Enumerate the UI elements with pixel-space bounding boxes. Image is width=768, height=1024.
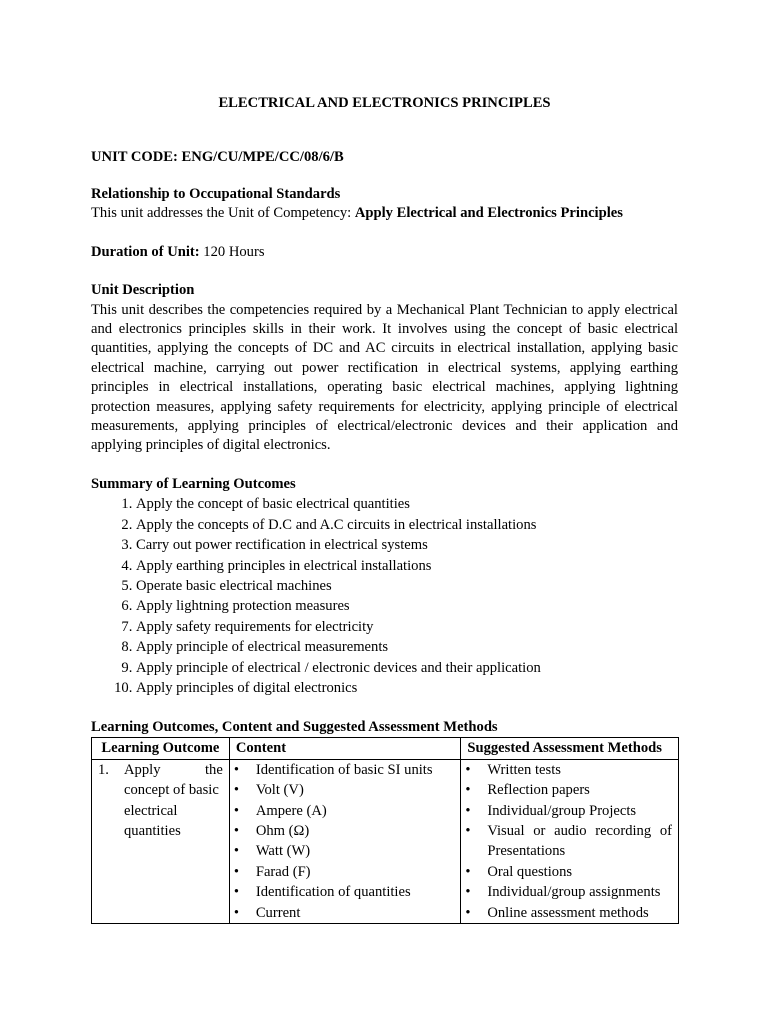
list-item: • Current — [234, 903, 455, 923]
relationship-competency: Apply Electrical and Electronics Principles — [354, 205, 623, 222]
list-item: • Oral questions — [465, 862, 672, 882]
list-item: • Ohm (Ω) — [234, 821, 455, 841]
outcome-line: quantities — [124, 822, 181, 839]
learning-outcomes-list — [91, 494, 678, 698]
list-item: 3. Carry out power rectification in electrical systems — [136, 535, 678, 555]
outcome-word: the — [204, 761, 223, 778]
list-item: 7. Apply safety requirements for electricity — [136, 617, 678, 637]
table-heading: Learning Outcomes, Content and Suggested Assessment Methods — [91, 719, 498, 736]
list-item: 8. Apply principle of electrical measurements — [136, 637, 678, 657]
content-cell — [229, 759, 461, 923]
list-item-continuation: Presentations — [487, 843, 566, 860]
outcome-line: concept of basic — [124, 782, 219, 799]
relationship-text-prefix: This unit addresses the Unit of Competency: — [91, 205, 355, 222]
list-item: 4. Apply earthing principles in electrical installations — [136, 556, 678, 576]
list-item: 6. Apply lightning protection measures — [136, 596, 678, 616]
assessment-cell — [461, 759, 679, 923]
list-item: • Written tests — [465, 760, 672, 780]
list-item: • Ampere (A) — [234, 801, 455, 821]
list-item: • Visual or audio recording of — [465, 821, 672, 841]
list-item: 9. Apply principle of electrical / electronic devices and their application — [136, 658, 678, 678]
list-item: • Individual/group assignments — [465, 882, 672, 902]
assessment-list — [465, 760, 672, 923]
list-item: • Volt (V) — [234, 780, 455, 800]
header-assessment: Suggested Assessment Methods — [461, 738, 679, 759]
list-item: 2. Apply the concepts of D.C and A.C circuits in electrical installations — [136, 515, 678, 535]
document-page — [91, 94, 678, 924]
duration-label: Duration of Unit: — [91, 243, 200, 260]
list-item: 5. Operate basic electrical machines — [136, 576, 678, 596]
outcome-line: electrical — [124, 802, 178, 819]
list-item: • Identification of basic SI units — [234, 760, 455, 780]
list-item: • Farad (F) — [234, 862, 455, 882]
list-item: • Individual/group Projects — [465, 801, 672, 821]
outcome-number: 1. — [98, 761, 109, 778]
learning-outcome-cell — [92, 759, 230, 923]
content-list — [234, 760, 455, 923]
table-header-row — [92, 738, 679, 759]
summary-heading: Summary of Learning Outcomes — [91, 475, 296, 492]
document-title: ELECTRICAL AND ELECTRONICS PRINCIPLES — [218, 95, 551, 111]
list-item: • Watt (W) — [234, 841, 455, 861]
relationship-text — [91, 204, 678, 223]
list-item: 1. Apply the concept of basic electrical quantities — [136, 494, 678, 514]
unit-description-text: This unit describes the competencies required by a Mechanical Plant Technician to apply electrical and electronics principles skills in their work. It involves using the concept of basic electrical quantities, applying the concepts of DC and AC circuits in electrical installation, applying basic electrical machine, carrying out power rectification in electrical systems, applying earthing principles in electrical installations, operating basic electrical machines, applying lightning protection measures, applying safety requirements for electricity, applying principle of electrical measurements, applying principles of electrical/electronic devices and their application and applying principles of digital electronics. — [91, 301, 678, 454]
list-item: 10. Apply principles of digital electronics — [136, 678, 678, 698]
duration-line — [91, 243, 678, 262]
list-item: • Online assessment methods — [465, 903, 672, 923]
unit-code: UNIT CODE: ENG/CU/MPE/CC/08/6/B — [91, 149, 344, 165]
table-row — [92, 759, 679, 923]
header-learning-outcome: Learning Outcome — [92, 738, 230, 759]
list-item: • Identification of quantities — [234, 882, 455, 902]
outcome-word: Apply — [124, 761, 161, 778]
unit-description-heading: Unit Description — [91, 282, 195, 299]
relationship-heading: Relationship to Occupational Standards — [91, 186, 341, 202]
list-item: • Reflection papers — [465, 780, 672, 800]
header-content: Content — [229, 738, 461, 759]
outcomes-table — [91, 737, 679, 924]
duration-value: 120 Hours — [199, 243, 265, 260]
